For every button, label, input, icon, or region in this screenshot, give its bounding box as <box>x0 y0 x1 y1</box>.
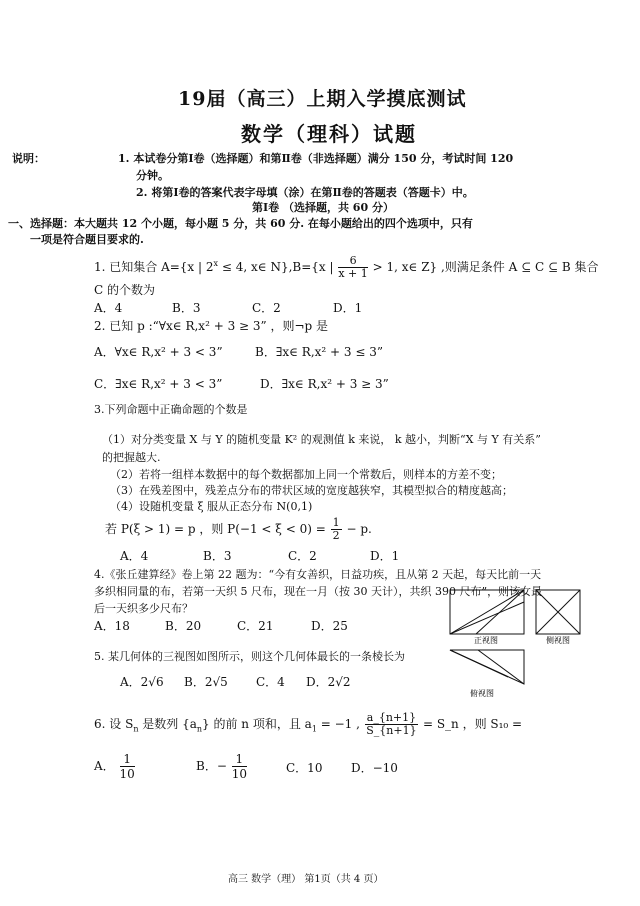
q1-fraction <box>338 255 367 280</box>
top-view-drawing <box>450 650 524 684</box>
q3-frac-den: 2 <box>332 529 340 542</box>
q1-stem-mid: ≤ 4, x∈ N},B={x | <box>218 260 334 274</box>
q3-statement-1b: 的把握越大. <box>102 451 161 464</box>
note-2: 2. 将第Ⅰ卷的答案代表字母填（涂）在第Ⅱ卷的答题表（答题卡）中。 <box>136 186 474 199</box>
q1-option-d: D．1 <box>333 301 363 315</box>
q1-stem-pre: 1. 已知集合 A={x | 2 <box>94 260 214 274</box>
q6-option-a <box>94 752 136 781</box>
q3-condition-post: − p. <box>346 522 372 536</box>
q4-option-c: C．21 <box>237 619 274 633</box>
q4-option-a: A．18 <box>94 619 130 633</box>
q6-sub-1: n <box>133 724 139 734</box>
q6-stem-mid-1: 是数列 {a <box>138 717 197 731</box>
q1-option-b: B．3 <box>172 301 201 315</box>
note-1b: 分钟。 <box>136 169 169 182</box>
q4-option-b: B．20 <box>165 619 202 633</box>
q6-option-b-den: 10 <box>231 767 247 781</box>
q4-line-3: 后一天织多少尺布？ <box>94 602 193 615</box>
page-footer: 高三 数学（理） 第1页（共 4 页） <box>228 874 384 885</box>
q2-stem: 2. 已知 p :“∀x∈ R,x² + 3 ≥ 3” ，则¬p 是 <box>94 319 329 333</box>
q5-option-b: B．2√5 <box>184 675 228 689</box>
q2-option-c: C．∃x∈ R,x² + 3 < 3” <box>94 377 223 391</box>
q6-option-b-label: B．− <box>196 759 227 773</box>
q3-fraction <box>331 517 342 542</box>
q6-option-a-den: 10 <box>119 767 135 781</box>
q6-option-b <box>196 752 248 781</box>
three-view-figure <box>448 580 608 700</box>
q6-option-b-fraction <box>232 752 247 781</box>
q5-stem: 5. 某几何体的三视图如图所示，则这个几何体最长的一条棱长为 <box>94 650 405 663</box>
q6-stem <box>94 712 522 737</box>
q5-option-c: C．4 <box>256 675 285 689</box>
q6-frac-den: S_{n+1} <box>366 724 417 737</box>
q3-statement-1a: （1）对分类变量 X 与 Y 的随机变量 K² 的观测值 k 来说， k 越小，判断“X 与 Y 有关系” <box>102 433 541 446</box>
top-view-label: 俯视图 <box>470 689 494 698</box>
q5-option-d: D．2√2 <box>306 675 351 689</box>
section-intro-a: 一、选择题：本大题共 12 个小题，每小题 5 分，共 60 分. 在每小题给出的四个选项中，只有 <box>8 217 473 230</box>
q6-frac-num: a_{n+1} <box>366 711 417 724</box>
q6-stem-post: = S_n ，则 S₁₀ = <box>422 717 523 731</box>
q3-condition <box>105 517 372 542</box>
side-view-drawing <box>536 590 580 634</box>
exam-subtitle: 数学（理科）试题 <box>241 122 417 146</box>
q6-option-a-fraction <box>120 752 135 781</box>
q6-stem-pre: 6. 设 S <box>94 717 134 731</box>
q4-option-d: D．25 <box>311 619 348 633</box>
notes-label: 说明： <box>12 152 45 165</box>
q5-option-a: A．2√6 <box>120 675 164 689</box>
q3-statement-2: （2）若将一组样本数据中的每个数据都加上同一个常数后，则样本的方差不变； <box>110 468 502 481</box>
q3-option-d: D．1 <box>370 549 400 563</box>
q3-condition-pre: 若 P(ξ > 1) = p ，则 P(−1 < ξ < 0) = <box>105 522 326 536</box>
q1-stem <box>94 255 598 280</box>
q6-sub-3: 1 <box>311 724 317 734</box>
exam-title: 19届（高三）上期入学摸底测试 <box>178 88 467 110</box>
q3-frac-num: 1 <box>332 516 340 529</box>
q6-stem-mid-2: } 的前 n 项和，且 a <box>202 717 312 731</box>
q6-sub-2: n <box>196 724 203 734</box>
q3-option-c: C．2 <box>288 549 317 563</box>
q1-frac-den: x + 1 <box>338 267 368 280</box>
q6-option-d: D．−10 <box>351 761 398 775</box>
q3-option-b: B．3 <box>203 549 232 563</box>
q1-option-c: C．2 <box>252 301 281 315</box>
q6-option-a-label: A． <box>94 759 115 773</box>
q3-option-a: A．4 <box>120 549 149 563</box>
q3-stem: 3.下列命题中正确命题的个数是 <box>94 403 248 416</box>
note-1a: 1. 本试卷分第Ⅰ卷（选择题）和第Ⅱ卷（非选择题）满分 150 分，考试时间 120 <box>118 152 514 165</box>
front-view-label: 正视图 <box>474 636 498 645</box>
q1-line2: C 的个数为 <box>94 283 155 297</box>
side-view-label: 侧视图 <box>546 636 570 645</box>
q1-frac-num: 6 <box>338 255 367 268</box>
q2-option-b: B．∃x∈ R,x² + 3 ≤ 3” <box>255 345 383 359</box>
q2-option-a: A．∀x∈ R,x² + 3 < 3” <box>94 345 223 359</box>
q2-option-d: D．∃x∈ R,x² + 3 ≥ 3” <box>260 377 389 391</box>
q6-stem-mid-3: = −1 , <box>316 717 360 731</box>
q4-line-2: 多织相同量的布，若第一天织 5 尺布，现在一月（按 30 天计），共织 390 尺布”，则该女最 <box>94 585 543 598</box>
q3-statement-3: （3）在残差图中，残差点分布的带状区域的宽度越狭窄，其模型拟合的精度越高； <box>110 484 513 497</box>
q6-option-c: C．10 <box>286 761 323 775</box>
q4-line-1: 4.《张丘建算经》卷上第 22 题为：“今有女善织，日益功疾，且从第 2 天起，每天比前一天 <box>94 568 542 581</box>
q1-stem-post: > 1, x∈ Z} ,则满足条件 A ⊆ C ⊆ B 集合 <box>372 260 599 274</box>
q6-option-a-num: 1 <box>120 752 135 767</box>
section-intro-b: 一项是符合题目要求的. <box>30 233 144 246</box>
section-heading: 第Ⅰ卷 （选择题，共 60 分） <box>252 201 394 214</box>
front-view-drawing <box>450 590 524 634</box>
q1-option-a: A．4 <box>94 301 123 315</box>
q1-stem-sup: x <box>213 259 219 268</box>
q3-statement-4: （4）设随机变量 ξ 服从正态分布 N(0,1) <box>110 500 313 513</box>
q6-fraction <box>365 712 418 737</box>
q6-option-b-num: 1 <box>232 752 247 767</box>
